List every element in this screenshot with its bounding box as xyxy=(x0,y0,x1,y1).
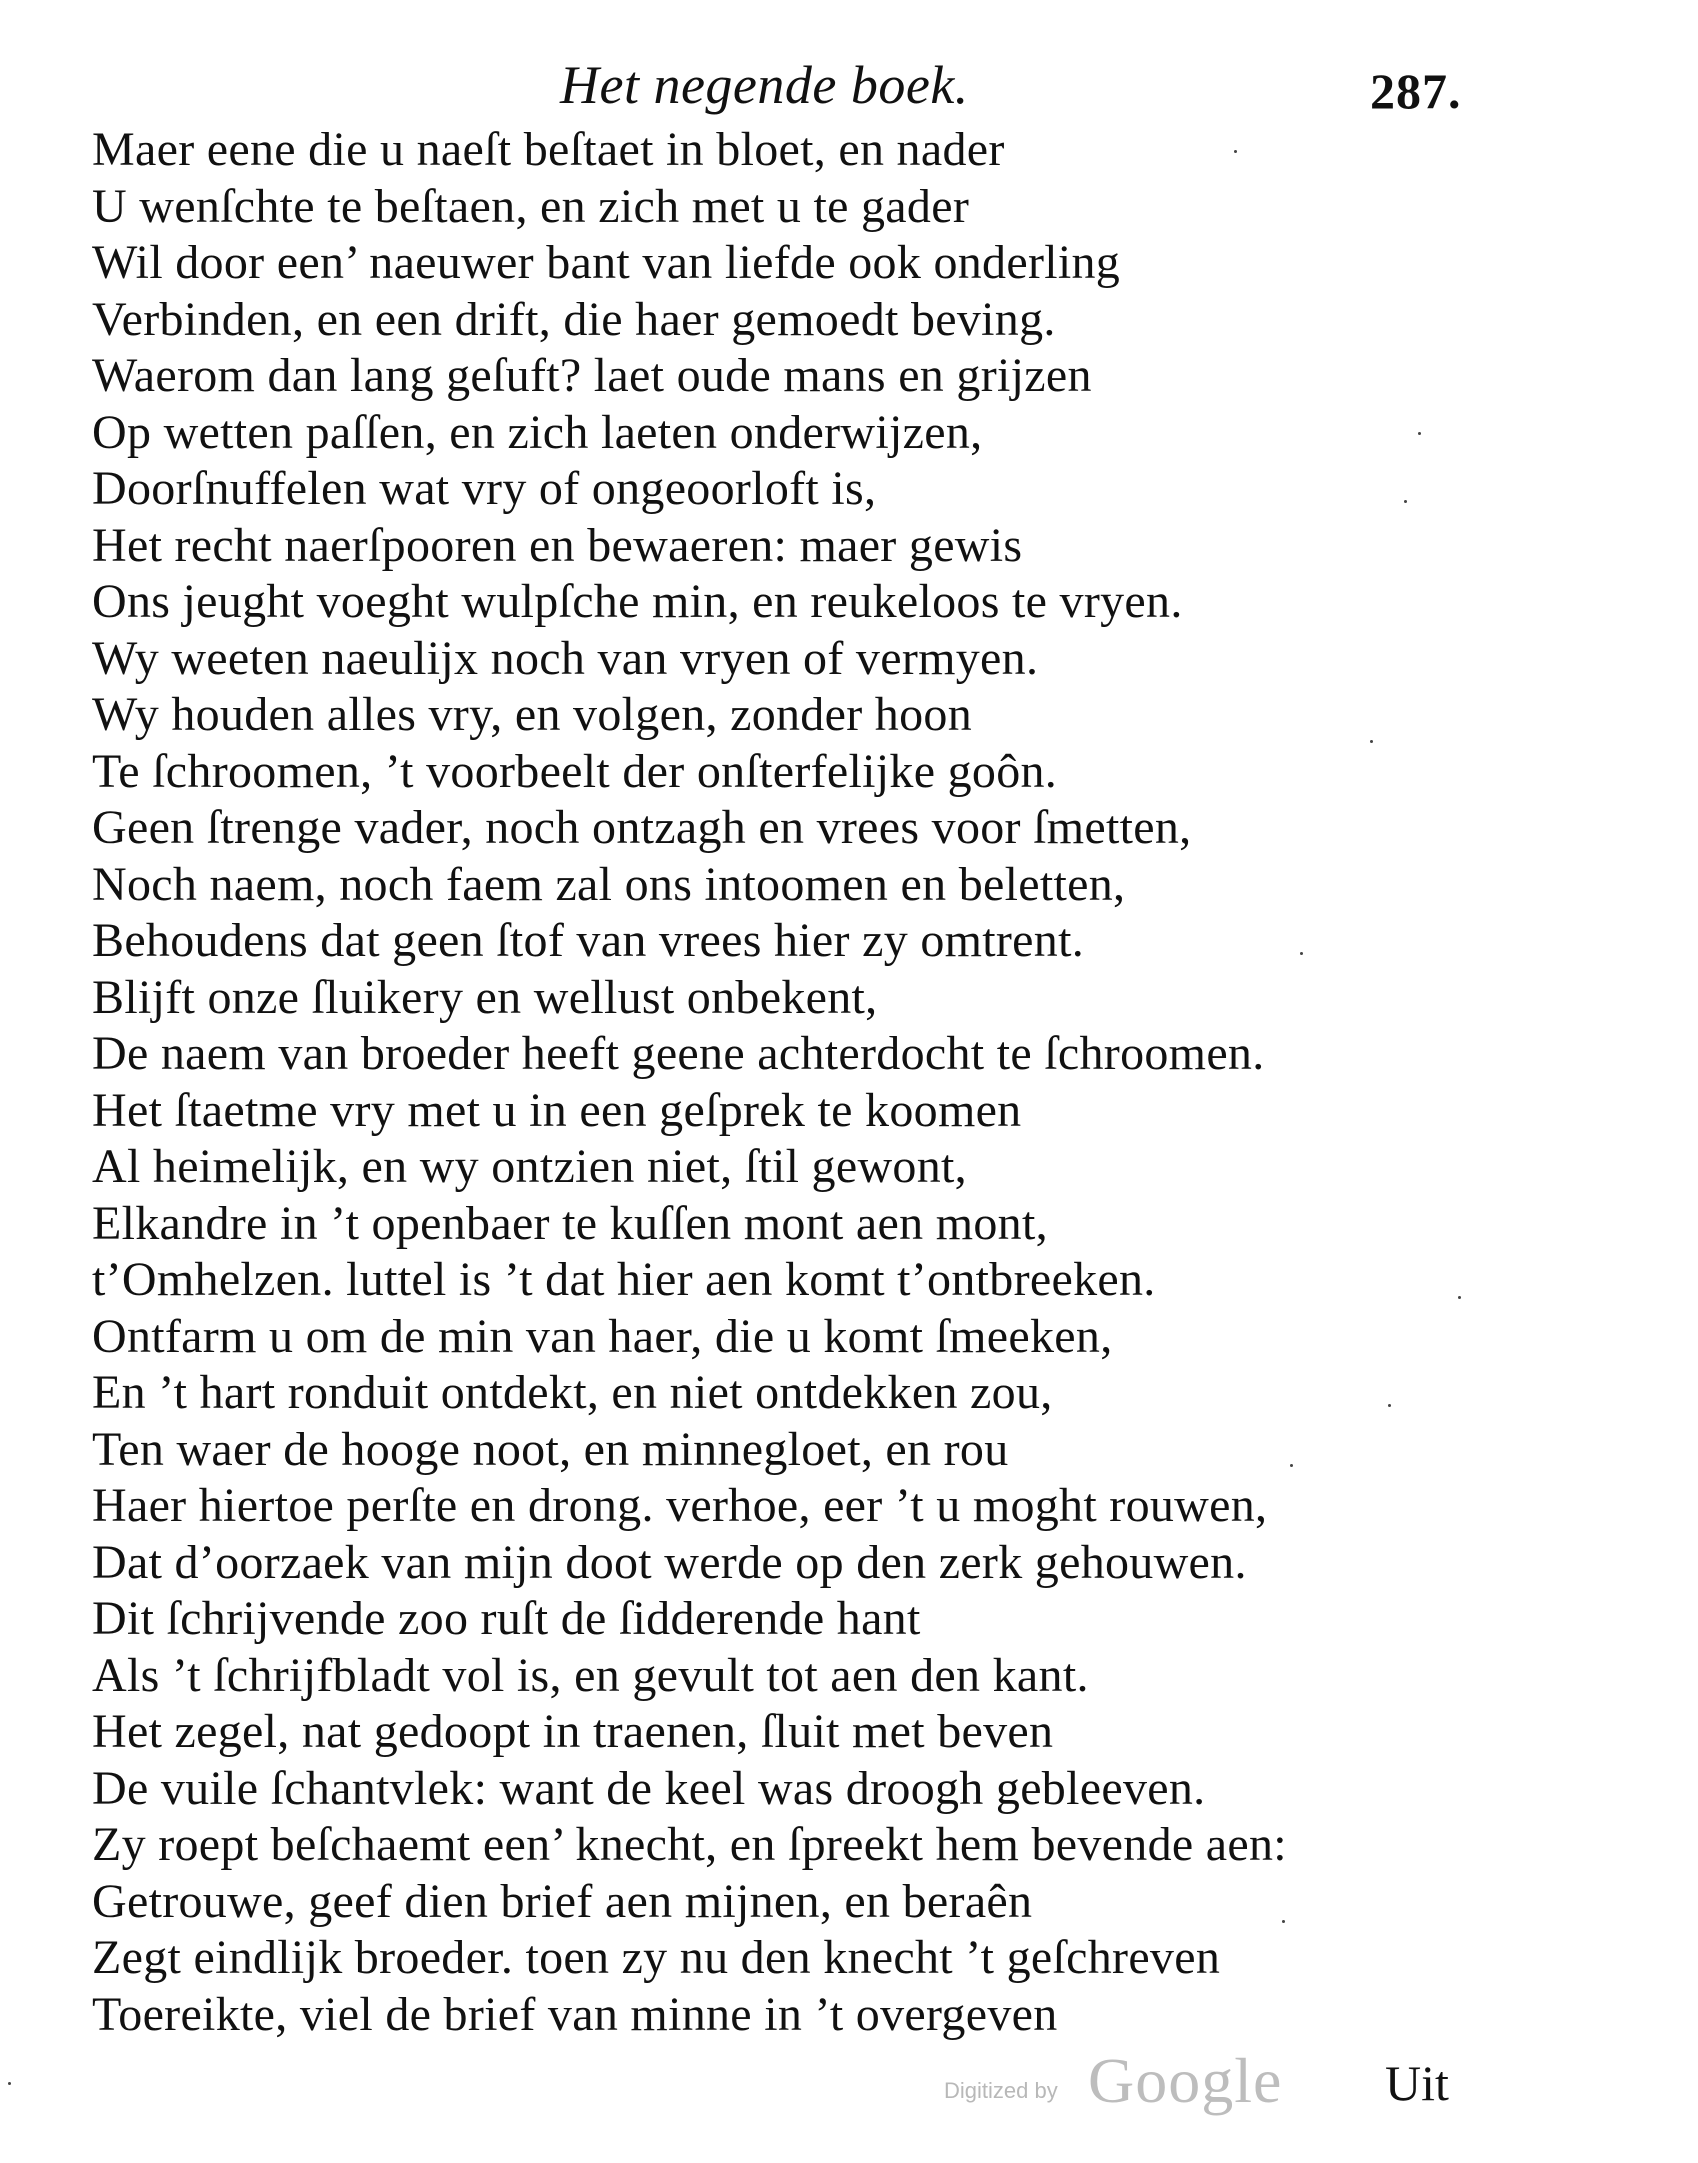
verse-line: Getrouwe, geef dien brief aen mijnen, en beraên xyxy=(92,1874,1033,1928)
ink-speck xyxy=(1418,432,1421,435)
verse-line: En ’t hart ronduit ontdekt, en niet ontdekken zou, xyxy=(92,1366,1053,1419)
verse-line: Ontfarm u om de min van haer, die u komt ſmeeken, xyxy=(92,1309,1113,1363)
page-number: 287. xyxy=(1370,63,1462,119)
google-watermark: Google xyxy=(1088,2045,1283,2116)
verse-line: Toereikte, viel de brief van minne in ’t overgeven xyxy=(92,1987,1058,2041)
verse-line: Zy roept beſchaemt een’ knecht, en ſpreekt hem bevende aen: xyxy=(92,1818,1287,1871)
verse-line: Wy houden alles vry, en volgen, zonder hoon xyxy=(92,688,972,741)
verse-line: Wil door een’ naeuwer bant van liefde ook onderling xyxy=(92,236,1121,289)
verse-line: Ten waer de hooge noot, en minnegloet, en rou xyxy=(92,1422,1009,1476)
verse-line: Als ’t ſchrijfbladt vol is, en gevult tot aen den kant. xyxy=(92,1648,1089,1702)
page-header xyxy=(0,48,1698,128)
verse-line: Het recht naerſpooren en bewaeren: maer gewis xyxy=(92,518,1023,572)
verse-line: Het ſtaetme vry met u in een geſprek te koomen xyxy=(92,1083,1022,1137)
verse-line: Wy weeten naeulijx noch van vryen of vermyen. xyxy=(92,631,1039,685)
verse-line: Behoudens dat geen ſtof van vrees hier zy omtrent. xyxy=(92,914,1085,967)
verse-line: Elkandre in ’t openbaer te kuſſen mont aen mont, xyxy=(92,1196,1048,1250)
verse-line: Geen ſtrenge vader, noch ontzagh en vrees voor ſmetten, xyxy=(92,801,1192,854)
verse-text xyxy=(92,122,1492,2043)
ink-speck xyxy=(1290,1464,1293,1467)
verse-line: De vuile ſchantvlek: want de keel was droogh gebleeven. xyxy=(92,1761,1206,1815)
ink-speck xyxy=(1404,500,1407,503)
verse-line: Doorſnuffelen wat vry of ongeoorloft is, xyxy=(92,462,877,515)
verse-line: Het zegel, nat gedoopt in traenen, ſluit met beven xyxy=(92,1705,1054,1758)
verse-line: De naem van broeder heeft geene achterdocht te ſchroomen. xyxy=(92,1027,1265,1080)
running-head: Het negende boek. xyxy=(560,55,969,115)
ink-speck xyxy=(1234,150,1237,153)
ink-speck xyxy=(1370,740,1373,743)
ink-speck xyxy=(1282,1920,1285,1923)
verse-line: Verbinden, en een drift, die haer gemoedt beving. xyxy=(92,292,1056,346)
ink-speck xyxy=(1300,952,1303,955)
verse-line: Dit ſchrijvende zoo ruſt de ſidderende hant xyxy=(92,1592,921,1645)
page-footer xyxy=(0,2040,1698,2130)
verse-line: Maer eene die u naeſt beſtaet in bloet, en nader xyxy=(92,123,1005,176)
verse-line: Blijft onze ſluikery en wellust onbekent, xyxy=(92,970,878,1024)
ink-speck xyxy=(1388,1404,1391,1407)
ink-speck xyxy=(1458,1296,1461,1299)
verse-line: Haer hiertoe perſte en drong. verhoe, eer ’t u moght rouwen, xyxy=(92,1479,1268,1532)
verse-line: Te ſchroomen, ’t voorbeelt der onſterfelijke goôn. xyxy=(92,744,1058,798)
verse-line: Op wetten paſſen, en zich laeten onderwijzen, xyxy=(92,405,983,459)
verse-line: Al heimelijk, en wy ontzien niet, ſtil gewont, xyxy=(92,1140,967,1193)
verse-line: Waerom dan lang geſuft? laet oude mans en grijzen xyxy=(92,349,1092,402)
verse-line: Noch naem, noch faem zal ons intoomen en beletten, xyxy=(92,857,1126,911)
verse-line: Ons jeught voeght wulpſche min, en reukeloos te vryen. xyxy=(92,575,1183,628)
verse-line: Zegt eindlijk broeder. toen zy nu den knecht ’t geſchreven xyxy=(92,1931,1221,1984)
digitized-by-label: Digitized by xyxy=(944,2078,1058,2103)
verse-line: Dat d’oorzaek van mijn doot werde op den zerk gehouwen. xyxy=(92,1535,1247,1589)
catchword: Uit xyxy=(1385,2055,1449,2111)
verse-line: U wenſchte te beſtaen, en zich met u te gader xyxy=(92,179,970,233)
verse-line: t’Omhelzen. luttel is ’t dat hier aen komt t’ontbreeken. xyxy=(92,1253,1156,1306)
